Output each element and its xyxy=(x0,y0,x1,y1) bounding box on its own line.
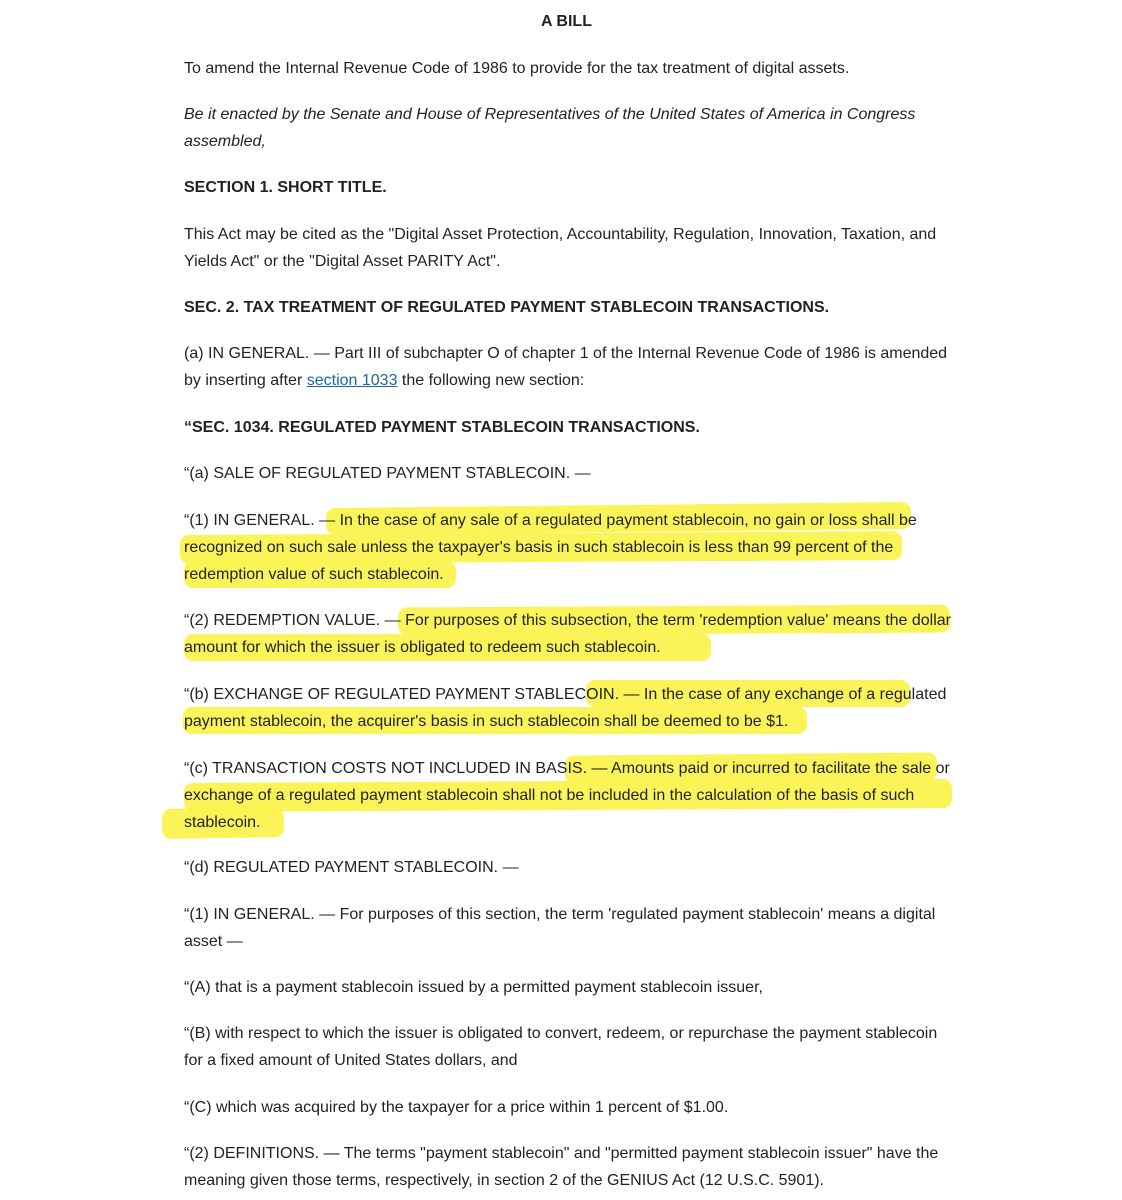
section-2-a-text: by inserting after xyxy=(184,372,307,389)
subsection-c-line: exchange of a regulated payment stablecoin shall not be included in the calculation of the basis of such xyxy=(184,787,915,804)
subsection-a-heading: “(a) SALE OF REGULATED PAYMENT STABLECOIN. — xyxy=(184,465,591,482)
section-1-heading: SECTION 1. SHORT TITLE. xyxy=(184,179,387,196)
section-2-a-line: (a) IN GENERAL. — Part III of subchapter O of chapter 1 of the Internal Revenue Code of 1986 is amended xyxy=(184,345,948,362)
enacting-clause-line: assembled, xyxy=(184,133,266,150)
clause-d-c: “(C) which was acquired by the taxpayer for a price within 1 percent of $1.00. xyxy=(184,1099,729,1116)
section-1033-link[interactable]: section 1033 xyxy=(306,372,398,389)
clause-d-b-line: for a fixed amount of United States dollars, and xyxy=(184,1052,518,1069)
paragraph-d1-line: “(1) IN GENERAL. — For purposes of this section, the term 'regulated payment stablecoin' means a digital xyxy=(184,906,936,923)
bill-purpose: To amend the Internal Revenue Code of 1986 to provide for the tax treatment of digital assets. xyxy=(184,60,850,77)
subsection-b-line: “(b) EXCHANGE OF REGULATED PAYMENT STABLECOIN. — In the case of any exchange of a regulated xyxy=(184,686,947,703)
paragraph-a1-line: redemption value of such stablecoin. xyxy=(184,566,444,583)
subsection-c-line: “(c) TRANSACTION COSTS NOT INCLUDED IN BASIS. — Amounts paid or incurred to facilitate the sale or xyxy=(184,760,950,777)
section-2-heading: SEC. 2. TAX TREATMENT OF REGULATED PAYMENT STABLECOIN TRANSACTIONS. xyxy=(184,299,830,316)
paragraph-a1-line: recognized on such sale unless the taxpayer's basis in such stablecoin is less than 99 percent of the xyxy=(184,539,894,556)
subsection-b-line: payment stablecoin, the acquirer's basis in such stablecoin shall be deemed to be $1. xyxy=(184,713,789,730)
subsection-d-heading: “(d) REGULATED PAYMENT STABLECOIN. — xyxy=(184,859,519,876)
paragraph-d1-line: asset — xyxy=(184,933,243,950)
enacting-clause-line: Be it enacted by the Senate and House of Representatives of the United States of America in Congress xyxy=(184,106,916,123)
paragraph-a2-line: “(2) REDEMPTION VALUE. — For purposes of this subsection, the term 'redemption value' means the dollar xyxy=(184,612,952,629)
clause-d-a: “(A) that is a payment stablecoin issued by a permitted payment stablecoin issuer, xyxy=(184,979,763,996)
section-1034-heading: “SEC. 1034. REGULATED PAYMENT STABLECOIN TRANSACTIONS. xyxy=(184,419,700,436)
subsection-c-line: stablecoin. xyxy=(184,814,261,831)
paragraph-a2-line: amount for which the issuer is obligated to redeem such stablecoin. xyxy=(184,639,661,656)
document-title: A BILL xyxy=(541,13,592,30)
paragraph-d2-line: “(2) DEFINITIONS. — The terms "payment stablecoin" and "permitted payment stablecoin issuer" have the xyxy=(184,1145,939,1162)
section-1-text-line: This Act may be cited as the "Digital Asset Protection, Accountability, Regulation, Innovation, Taxation, and xyxy=(184,226,937,243)
paragraph-d2-line: meaning given those terms, respectively, in section 2 of the GENIUS Act (12 U.S.C. 5901). xyxy=(184,1172,824,1189)
paragraph-a1-line: “(1) IN GENERAL. — In the case of any sale of a regulated payment stablecoin, no gain or loss shall be xyxy=(184,512,917,529)
clause-d-b-line: “(B) with respect to which the issuer is obligated to convert, redeem, or repurchase the payment stablecoin xyxy=(184,1025,938,1042)
section-1-text-line: Yields Act" or the "Digital Asset PARITY Act". xyxy=(184,253,501,270)
section-2-a-line xyxy=(184,371,584,391)
section-2-a-text: the following new section: xyxy=(397,372,585,389)
